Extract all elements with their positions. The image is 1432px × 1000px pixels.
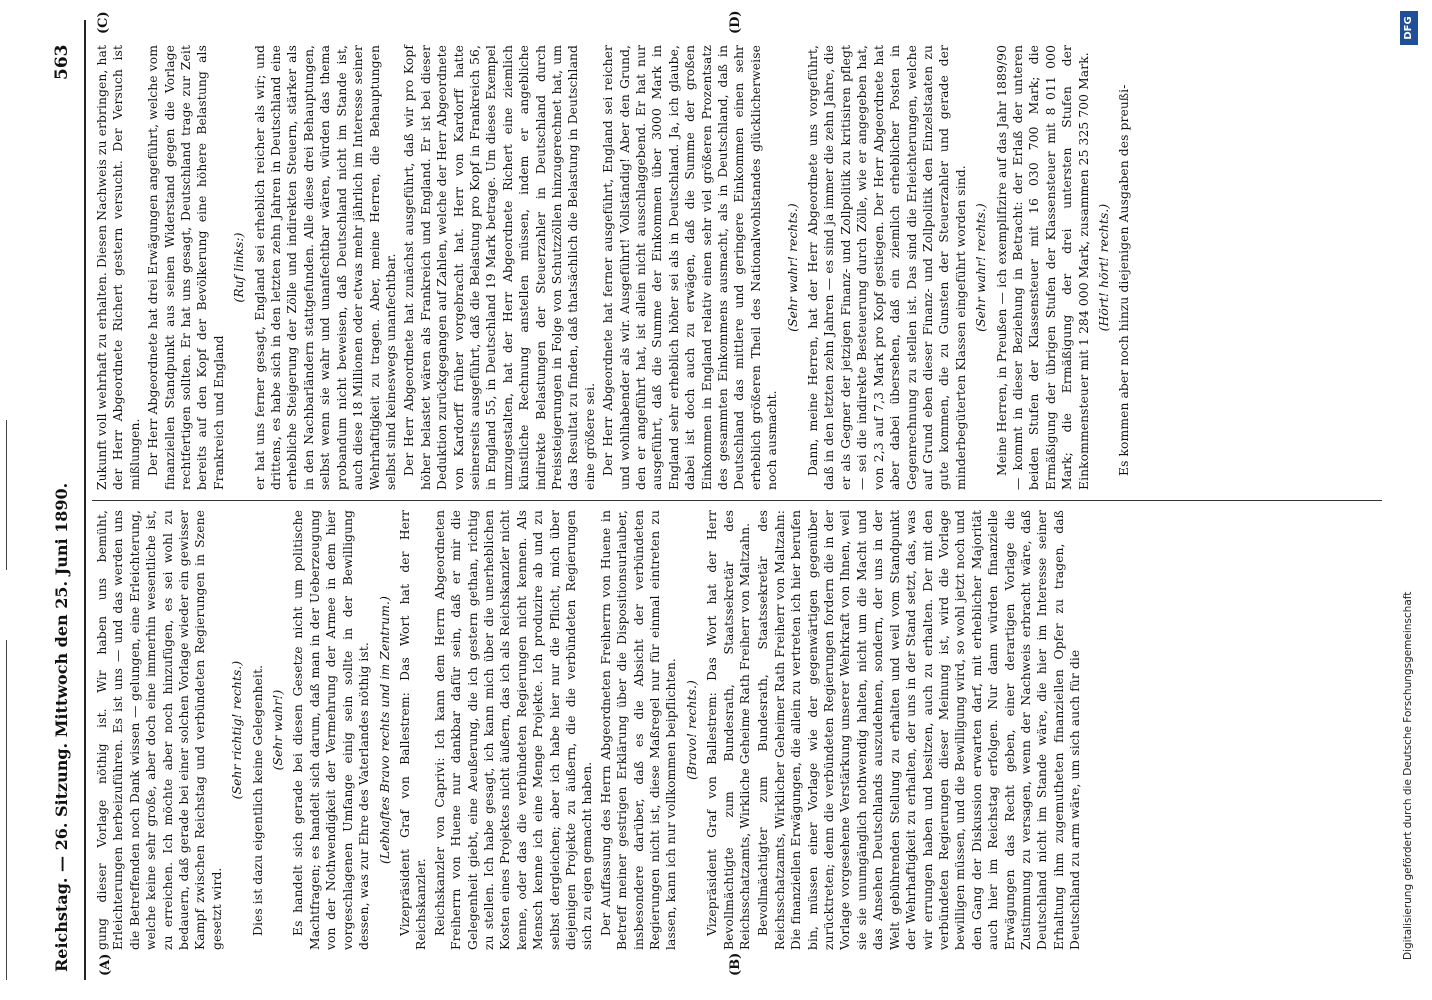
paragraph: Es kommen aber noch hinzu diejenigen Ausgaben des preußi-: [1117, 84, 1132, 476]
interjection: (Sehr wahr! rechts.): [974, 203, 989, 332]
paragraph: Meine Herren, in Preußen — ich exemplifizire auf das Jahr 1889/90 — kommt in dieser Beziehung in Betracht: der Erlaß der unteren beiden Stufen der Klassensteuer mit 16 030 700 Mark; die Ermäßigung der übrigen Stufen der Klassensteuer mit 8 011 000 Mark; die Ermäßigung der drei untersten Stufen der Einkommensteuer mit 1 284 000 Mark, zusammen 25 325 700 Mark.: [994, 45, 1091, 490]
top-scan-marks: [0, 0, 40, 1000]
dfg-logo: DFG: [1400, 11, 1418, 45]
header-rule: [84, 20, 86, 980]
interjection: (Ruf links:): [232, 232, 247, 303]
margin-marker-d: (D): [728, 10, 743, 34]
interjection: (Bravo! rechts.): [684, 680, 699, 780]
paragraph: Zukunft voll wehrhaft zu erhalten. Diesen Nachweis zu erbringen, hat der Herr Abgeordnete Richert gestern versucht. Der Versuch ist mißlungen.: [95, 45, 142, 490]
speaker-paragraph: Reichskanzler von Caprivi: Ich kann dem Herrn Abgeordneten Freiherrn von Huene nur dankbar dafür sein, daß er mir die Gelegenheit giebt, eine Aeußerung, die ich gestern gethan, richtig zu stellen. Ich habe gesagt, ich kann mich über die unerheblichen Kosten eines Projektes nicht äußern, das ich als Reichskanzler nicht kenne, oder das die verbündeten Regierungen nicht kennen. Als Mensch kenne ich eine Menge Projekte. Ich produzire ab und zu selbst dergleichen; aber ich habe hier nur die Pflicht, mich über diejenigen Projekte zu äußern, die die verbündeten Regierungen sich zu eigen gemacht haben.: [432, 510, 595, 950]
page-number: 563: [52, 44, 72, 80]
scan-mark-line: [6, 640, 7, 980]
paragraph: Es handelt sich gerade bei diesen Gesetze nicht um politische Machtfragen; es handelt sich darum, daß man in der Ueberzeugung von der Nothwendigkeit der Vermehrung der Armee in dem hier vorgeschlagenen Umfange einig sein sollte in der Bewilligung dessen, was zur Ehre des Vaterlandes nöthig ist.: [291, 510, 372, 950]
left-text-column: [94, 510, 1086, 950]
paragraph: Dann, meine Herren, hat der Herr Abgeordnete uns vorgeführt, daß in den letzten zehn Jahren — es sind ja immer die zehn Jahre, die er als Gegner der jetzigen Finanz- und Zollpolitik zu kritisiren pflegt — sei die indirekte Besteuerung durch Zölle, wie er angegeben hat, von 2,3 auf 7,3 Mark pro Kopf gestiegen. Der Herr Abgeordnete hat aber dabei übersehen, daß ein ziemlich erheblicher Posten in Gegenrechnung zu stellen ist. Das sind die Erleichterungen, welche auf Grund eben dieser Finanz- und Zollpolitik den Einzelstaaten zu gute kommen, die zu Gunsten der Steuerzahler und gerade der minderbegüterten Klassen eingeführt worden sind.: [806, 45, 968, 490]
digitization-footer: [1398, 0, 1424, 1000]
paragraph: Dies ist dazu eigentlich keine Gelegenheit.: [250, 664, 265, 936]
column-divider: [92, 500, 1382, 501]
paragraph: Der Herr Abgeordnete hat drei Erwägungen angeführt, welche vom finanziellen Standpunkt aus seinen Widerstand gegen die Vorlage rechtfertigen sollten. Er hat uns gesagt, Deutschland trage zur Zeit bereits auf den Kopf der Bevölkerung eine höhere Belastung als Frankreich und England: [146, 45, 226, 490]
page-header: [52, 0, 80, 1000]
interjection: (Sehr wahr! rechts.): [785, 203, 800, 332]
interjection: (Sehr richtig! rechts.): [230, 660, 245, 800]
paragraph: Der Herr Abgeordnete hat zunächst ausgeführt, daß wir pro Kopf höher belastet wären als Frankreich und England. Er ist bei dieser Deduktion zurückgegangen auf Zahlen, welche der Herr Abgeordnete von Kardorff früher vorgebracht hat. Herr von Kardorff hatte seinerseits ausgeführt, daß die Belastung pro Kopf in Frankreich 56, in England 55, in Deutschland 19 Mark betrage. Um dieses Exempel umzugestalten, hat der Herr Abgeordnete Richert eine ziemlich künstliche Rechnung anstellen müssen, indem er angebliche indirekte Belastungen der Steuerzahler in Deutschland durch Preissteigerungen in Folge von Schutzzöllen hinzugerechnet hat, um das Resultat zu finden, daß thatsächlich die Belastung in Deutschland eine größere sei.: [402, 45, 597, 490]
right-text-column: [94, 45, 1135, 490]
interjection: (Lebhaftes Bravo rechts und im Zentrum.): [377, 596, 392, 864]
paragraph: Der Auffassung des Herrn Abgeordneten Freiherrn von Huene in Betreff meiner gestrigen Erklärung über die Dispositionsurlauber, insbesondere darüber, daß es die Absicht der verbündeten Regierungen nicht ist, diese Maßregel nur für einmal eintreten zu lassen, kann ich nur vollkommen beipflichten.: [598, 510, 679, 950]
interjection: (Sehr wahr!): [271, 689, 286, 771]
speaker-paragraph: Vizepräsident Graf von Ballestrem: Das Wort hat der Herr Reichskanzler.: [397, 510, 429, 950]
margin-marker-b: (B): [728, 952, 743, 976]
scan-mark-line: [6, 420, 7, 570]
margin-marker-a: (A): [98, 953, 113, 976]
running-head: Reichstag. — 26. Sitzung. Mittwoch den 25. Juni 1890.: [52, 482, 71, 972]
paragraph: Der Herr Abgeordnete hat ferner ausgeführt, England sei reicher und wohlhabender als wir. Ausgeführt! Vollständig! Aber den Grund, den er angeführt hat, ist allein nicht ausschlaggebend. Er hat nur ausgeführt, daß die Summe der Einkommen über 3000 Mark in England sehr erheblich höher sei als in Deutschland. Ja, ich glaube, dabei ist doch auch zu erwägen, daß die Summe der großen Einkommen in England relativ einen sehr viel größeren Prozentsatz des gesammten Einkommens ausmacht, als in Deutschland, daß in Deutschland das mittlere und geringere Einkommen einen sehr erheblich größeren Theil des Nationalwohlstandes glücklicherweise noch ausmacht.: [601, 45, 780, 490]
paragraph: gung dieser Vorlage nöthig ist. Wir haben uns bemüht, Erleichterungen herbeizuführen. Es ist uns — und das werden uns die Betreffenden noch Dank wissen — gelungen, eine Erleichterung, welche keine sehr große, aber doch eine immerhin wesentliche ist, zu erreichen. Ich möchte aber noch hinzufügen, es sei wohl zu bedauern, daß gerade bei einer solchen Vorlage wieder ein gewisser Kampf zwischen Reichstag und verbündeten Regierungen in Szene gesetzt wird.: [95, 510, 224, 950]
margin-marker-c: (C): [96, 11, 111, 34]
digitization-note: Digitalisierung gefördert durch die Deutsche Forschungsgemeinschaft: [1402, 591, 1414, 960]
interjection: (Hört! hört! rechts.): [1096, 203, 1111, 332]
paragraph: er hat uns ferner gesagt, England sei erheblich reicher als wir; und drittens, es habe sich in den letzten zehn Jahren in Deutschland eine erhebliche Steigerung der Zölle und indirekten Steuern, stärker als in den Nachbarländern stattgefunden. Alle diese drei Behauptungen, selbst wenn sie wahr und unanfechtbar wären, würden das thema probandum nicht beweisen, daß Deutschland nicht im Stande ist, auch diese 18 Millionen oder etwas mehr jährlich im Interesse seiner Wehrhaftigkeit zu tragen. Aber, meine Herren, die Behauptungen selbst sind keineswegs unanfechtbar.: [252, 45, 398, 490]
speaker-paragraph: Vizepräsident Graf von Ballestrem: Das Wort hat der Herr Bevollmächtigte zum Bundesrath, Staatssekretär des Reichsschatzamts, Wirkliche Geheime Rath Freiherr von Maltzahn.: [705, 510, 753, 950]
speaker-paragraph: Bevollmächtigter zum Bundesrath, Staatssekretär des Reichsschatzamts, Wirklicher Geheimer Rath Freiherr von Maltzahn: Die finanziellen Erwägungen, die allein zu vertreten ich hier berufen bin, müssen einer Vorlage wie der gegenwärtigen gegenüber zurücktreten; denn die verbündeten Regierungen fordern die in der Vorlage vorgesehene Verstärkung unserer Wehrkraft von Ihnen, weil sie sie unumgänglich nothwendig halten, nicht um die Macht und das Ansehen Deutschlands auszudehnen, sondern, der uns in der Welt gebührenden Stellung zu erhalten und weil vom Standpunkt der Wehrhaftigkeit zu erhalten, der uns in der Stand setzt, das, was wir errungen haben und besitzen, auch zu erhalten. Der mit den verbündeten Regierungen dieser Meinung ist, wird die Vorlage bewilligen müssen, und die Bewilligung wird, so wohl jetzt noch und den Gang der Diskussion erwarten darf, mit erheblicher Majorität auch hier im Reichstag erfolgen. Nur dann würden finanzielle Erwägungen das Recht geben, einer derartigen Vorlage die Zustimmung zu versagen, wenn der Nachweis erbracht wäre, daß Deutschland nicht im Stande wäre, die hier im Interesse seiner Erhaltung ihm zugemutheten finanziellen Opfer zu tragen, daß Deutschland zu arm wäre, um sich auch für die: [756, 510, 1083, 950]
